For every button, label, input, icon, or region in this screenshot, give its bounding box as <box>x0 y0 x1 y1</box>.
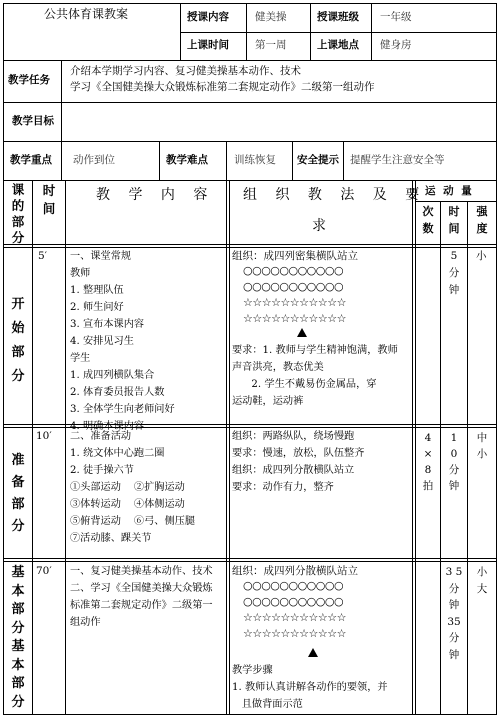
col-part-char: 部 <box>11 214 25 229</box>
duration-char: 分 <box>448 464 460 476</box>
intensity-char: 小 <box>476 448 488 460</box>
section-start-label <box>4 293 32 389</box>
section-main-char: 部 <box>11 602 25 617</box>
content-line: 1. 整理队伍 <box>70 285 124 296</box>
col-intensity-char: 度 <box>476 222 488 235</box>
section-main-char: 基 <box>11 565 25 580</box>
section-start-char: 部 <box>11 345 25 360</box>
content-line: 1. 绕文体中心跑二圈 <box>70 448 165 459</box>
formation-row: ○○○○○○○○○○○ <box>243 264 344 277</box>
tasks-label: 教学任务 <box>8 74 50 86</box>
method-line: 组织：成四列密集横队站立 <box>232 250 358 262</box>
section-main-method-bottom <box>232 662 410 713</box>
section-prep-time: 10′ <box>36 430 52 442</box>
section-main-char: 分 <box>11 620 25 636</box>
intensity-char: 小 <box>476 566 488 578</box>
section-start-content <box>70 248 225 435</box>
section-prep-char: 部 <box>11 497 25 512</box>
content-line: 2. 徒手操六节 <box>70 465 134 476</box>
time-value: 第一周 <box>255 39 287 51</box>
tasks-line-2: 学习《全国健美操大众锻炼标准第二套规定动作》二级第一组动作 <box>70 81 375 93</box>
formation-row: ☆☆☆☆☆☆☆☆☆☆☆ <box>243 627 346 640</box>
place-value: 健身房 <box>380 39 412 51</box>
content-line: 组动作 <box>70 617 101 628</box>
difficulty-value: 训练恢复 <box>234 154 276 166</box>
section-main-intensity <box>468 564 496 597</box>
teacher-triangle-icon <box>308 648 318 657</box>
section-start-time: 5′ <box>38 250 48 262</box>
section-prep-label <box>4 450 32 538</box>
formation-row: ○○○○○○○○○○○ <box>243 579 344 592</box>
method-line: 要求：动作有力，整齐 <box>232 482 334 493</box>
section-prep-method <box>232 428 410 496</box>
section-prep-char: 备 <box>11 475 25 490</box>
formation-row: ☆☆☆☆☆☆☆☆☆☆☆ <box>243 296 346 309</box>
content-line: ③体转运动 ④体侧运动 <box>70 499 185 510</box>
duration-char: 5 <box>450 250 458 262</box>
section-start-method-bottom <box>232 342 410 410</box>
teacher-triangle-icon <box>297 328 307 337</box>
key-value: 动作到位 <box>73 154 115 166</box>
content-line: 一、课堂常规 <box>70 251 132 262</box>
section-main-char: 本 <box>11 657 25 673</box>
count-char: × <box>423 448 433 460</box>
col-content-header: 教 学 内 容 <box>96 187 215 203</box>
section-main-char: 基 <box>11 639 25 654</box>
safety-value: 提醒学生注意安全等 <box>350 154 445 166</box>
col-time-char: 间 <box>42 201 56 216</box>
col-intensity-char: 强 <box>476 205 488 218</box>
col-duration-char: 间 <box>448 222 460 235</box>
method-line: 2. 学生不戴易伤金属品，穿 <box>232 379 377 390</box>
content-line: 3. 宣布本课内容 <box>70 319 145 330</box>
formation-row: ○○○○○○○○○○○ <box>243 280 344 293</box>
section-prep-char: 分 <box>11 519 25 534</box>
content-line: 学生 <box>70 353 91 364</box>
col-time-char: 时 <box>42 183 56 198</box>
col-time-header <box>33 182 65 218</box>
formation-diagram <box>243 578 403 642</box>
section-main-label <box>4 564 32 712</box>
col-part-char: 的 <box>11 198 25 213</box>
formation-row: ○○○○○○○○○○○ <box>243 595 344 608</box>
content-line: 二、学习《全国健美操大众锻炼 <box>70 583 213 594</box>
content-line: 1. 成四列横队集合 <box>70 370 155 381</box>
content-line: 4. 明确本课内容 <box>70 421 145 432</box>
formation-diagram <box>243 263 403 327</box>
method-line: 要求：慢速，放松，队伍整齐 <box>232 448 365 459</box>
duration-char: 钟 <box>448 648 460 661</box>
content-line: 二、准备活动 <box>70 431 132 442</box>
section-main-char: 分 <box>11 694 25 710</box>
difficulty-label: 教学难点 <box>166 154 208 166</box>
col-count-char: 数 <box>422 222 434 235</box>
content-value: 健美操 <box>255 11 287 23</box>
content-line: 教师 <box>70 268 91 279</box>
section-start-char: 分 <box>11 369 25 384</box>
intensity-char: 中 <box>476 432 488 444</box>
class-value: 一年级 <box>380 11 412 23</box>
duration-char: 3 5 <box>445 566 463 578</box>
goals-label: 教学目标 <box>12 115 54 127</box>
section-prep-char: 准 <box>11 453 25 468</box>
section-prep-content <box>70 428 225 547</box>
class-label: 授课班级 <box>317 11 359 23</box>
place-label: 上课地点 <box>317 39 359 51</box>
time-label: 上课时间 <box>187 39 229 51</box>
section-prep-intensity <box>468 430 496 462</box>
section-main-time: 70′ <box>36 565 52 577</box>
intensity-char: 大 <box>476 582 488 595</box>
section-start-duration <box>441 248 467 299</box>
formation-row: ☆☆☆☆☆☆☆☆☆☆☆ <box>243 611 346 624</box>
col-part-header <box>4 182 32 246</box>
col-count-char: 次 <box>422 205 434 218</box>
method-line: 教学步骤 <box>232 665 273 676</box>
method-line: 组织：成四列分散横队站立 <box>232 565 358 577</box>
content-line: 4. 安排见习生 <box>70 336 134 347</box>
method-line: 组织：成四列分散横队站立 <box>232 465 355 476</box>
content-line: 一、复习健美操基本动作、技术 <box>70 566 213 577</box>
content-line: 标准第二套规定动作》二级第一 <box>70 600 213 611</box>
section-main-char: 部 <box>11 676 25 691</box>
duration-char: 钟 <box>448 284 460 296</box>
count-char: 4 <box>424 432 432 444</box>
col-method-header-2: 求 <box>312 218 333 234</box>
count-char: 8 <box>424 464 432 476</box>
col-load-header: 运 动 量 <box>425 185 474 197</box>
page-title: 公共体育课教案 <box>44 7 129 21</box>
col-part-char: 分 <box>11 230 25 245</box>
col-duration-char: 时 <box>448 205 460 218</box>
method-line: 且做背面示范 <box>232 699 303 710</box>
method-line: 运动鞋，运动裤 <box>232 396 304 407</box>
duration-char: 分 <box>448 267 460 279</box>
section-main-char: 本 <box>11 583 25 599</box>
col-intensity-header <box>468 203 496 237</box>
safety-label: 安全提示 <box>297 154 339 166</box>
col-part-char: 课 <box>11 182 25 197</box>
content-line: 2. 体育委员报告人数 <box>70 387 165 398</box>
duration-char: 钟 <box>448 480 460 492</box>
col-count-header <box>416 203 440 237</box>
method-line: 组织：两路纵队，绕场慢跑 <box>232 431 355 442</box>
key-label: 教学重点 <box>10 154 52 166</box>
content-line: ①头部运动 ②扩胸运动 <box>70 482 185 493</box>
method-line: 1. 教师认真讲解各动作的要领，并 <box>232 682 388 693</box>
content-label: 授课内容 <box>187 11 229 23</box>
duration-char: 35 <box>447 615 461 628</box>
duration-char: 0 <box>450 448 458 460</box>
tasks-line-1: 介绍本学期学习内容、复习健美操基本动作、技术 <box>70 65 301 77</box>
content-line: ⑤俯背运动 ⑥弓、侧压腿 <box>70 516 196 527</box>
content-line: 3. 全体学生向老师问好 <box>70 404 175 415</box>
duration-char: 钟 <box>448 599 460 611</box>
col-method-header-1: 组 织 教 法 及 要 <box>243 187 427 203</box>
formation-row: ☆☆☆☆☆☆☆☆☆☆☆ <box>243 312 346 325</box>
method-line: 要求：1. 教师与学生精神饱满，教师 <box>232 345 398 356</box>
method-line: 声音洪亮，教态优美 <box>232 362 324 373</box>
section-main-duration <box>441 564 467 663</box>
section-start-char: 始 <box>11 321 25 336</box>
section-start-char: 开 <box>11 297 25 312</box>
section-prep-duration <box>441 430 467 494</box>
duration-char: 分 <box>448 582 460 595</box>
col-duration-header <box>441 203 467 237</box>
duration-char: 1 <box>450 432 458 444</box>
duration-char: 分 <box>448 632 460 644</box>
count-char: 拍 <box>422 480 434 492</box>
content-line: 2. 师生问好 <box>70 302 124 313</box>
section-main-content <box>70 563 225 631</box>
content-line: ⑦活动膝、踝关节 <box>70 533 152 544</box>
section-prep-count <box>416 430 440 494</box>
section-start-intensity: 小 <box>476 250 487 262</box>
